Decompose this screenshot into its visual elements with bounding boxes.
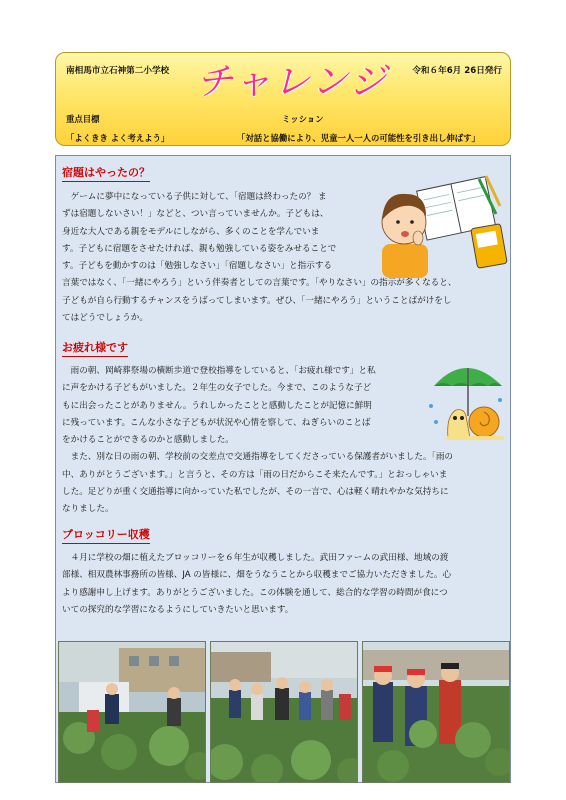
section-body-homework: ゲームに夢中になっている子供に対して、「宿題は終わったの？ ま ずは宿題しないさい！」などと、つい言っていませんか。子どもは、 身近な大人である親をモデルにしながら、多くのことを学んでいま す。子どもに宿題をさせたければ、親も勉強している姿をみせることで す。子どもを動かすのは「勉強しなさい」「宿題しなさい」と指示する 言葉ではなく、「一緒にやろう」という伴奏者としての言葉です。「やりなさい」の指示が多くなると、 子どもが自ら行動するチャンスをうばってしまいます。ぜひ、「一緒にやろう」ということばがけをし てはどうでしょうか。 [62, 192, 457, 324]
main-panel [55, 155, 511, 783]
section-title-greeting: お疲れ様です [62, 339, 128, 357]
issue-date: 令和６年6月 26日発行 [412, 66, 502, 76]
newsletter-header [55, 52, 511, 146]
mission-label: ミッション [282, 114, 324, 124]
section-title-homework: 宿題はやったの？ [62, 164, 150, 182]
snail-umbrella-illustration [426, 356, 508, 442]
broccoli-harvest-photo-2 [210, 641, 358, 783]
section-body-broccoli: ４月に学校の畑に植えたブロッコリーを６年生が収穫しました。武田ファームの武田様、地域の渡 部様、相双農林事務所の皆様、JA の皆様に、畑をうなうことから収穫までご協力いただきました。心 より感謝申し上げます。ありがとうございました。この体験を通して、総合的な学習の時間が食につ いての探究的な学習になるようにしていきたいと思います。 [62, 553, 452, 615]
school-name: 南相馬市立石神第二小学校 [66, 66, 170, 76]
mission-text: 「対話と協働により、児童一人一人の可能性を引き出し伸ばす」 [237, 133, 480, 143]
studying-boy-illustration [374, 174, 508, 278]
broccoli-harvest-photo-3 [362, 641, 510, 783]
newsletter-title: チャレンジ [196, 60, 389, 103]
goal-text: 「よくきき よく考えよう」 [66, 133, 170, 143]
broccoli-harvest-photo-1 [58, 641, 206, 783]
section-title-broccoli: ブロッコリー収穫 [62, 526, 150, 544]
goal-label: 重点目標 [66, 114, 100, 124]
section-body-greeting: 雨の朝、岡崎葬祭場の横断歩道で登校指導をしていると、「お疲れ様です」と私 に声をかける子どもがいました。２年生の女子でした。今まで、このような子ど もに出会ったことがありません。うれしかったことと感動したことが記憶に鮮明 に残っています。こんな小さな子どもが状況や心情を察して、ねぎらいのことば をかけることができるのかと感動しました。 また、別な日の雨の朝、学校前の交差点で交通指導をしてくださっている保護者がいました。「雨の 中、ありがとうございます。」と言うと、その方は「雨の日だからこそ来たんです。」とおっしゃいま した。足どりが重く交通指導に向かっていた私でしたが、その一言で、心は軽く晴れやかな気持ちに なりました。 [62, 366, 454, 515]
